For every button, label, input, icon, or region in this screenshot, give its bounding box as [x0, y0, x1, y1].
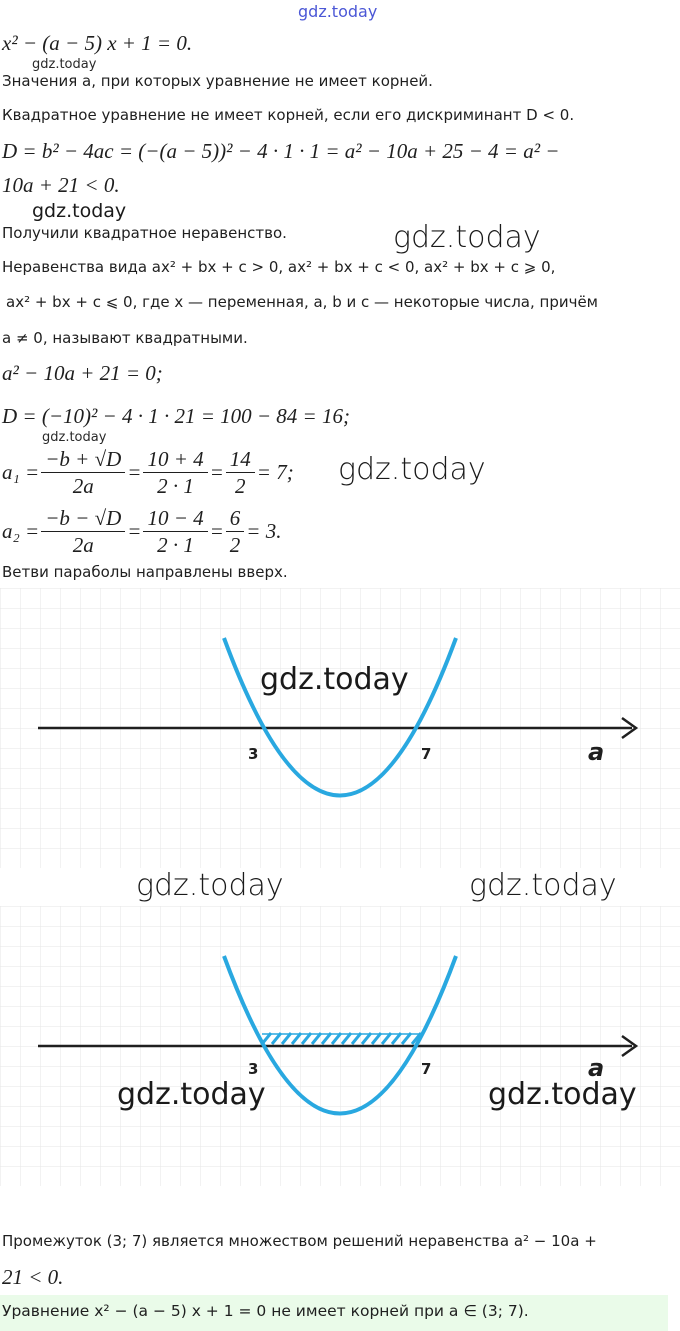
- values-line: Значения a, при которых уравнение не имеет корней.: [2, 72, 433, 90]
- watermark: gdz.today: [32, 200, 127, 222]
- definition-line-2: ax² + bx + c ⩽ 0, где x — переменная, a, b и c — некоторые числа, причём: [6, 293, 599, 311]
- watermark: gdz.today: [469, 868, 617, 903]
- interval-line-1: Промежуток (3; 7) является множеством решений неравенства a² − 10a +: [2, 1232, 597, 1250]
- root-label-3: 3: [248, 1060, 259, 1078]
- watermark: gdz.today: [488, 1077, 637, 1112]
- axis-label-a: a: [588, 738, 605, 766]
- watermark: gdz.today: [260, 662, 409, 697]
- got-inequality-line: Получили квадратное неравенство.: [2, 224, 287, 242]
- d-calculation: D = (−10)² − 4 · 1 · 21 = 100 − 84 = 16;: [2, 404, 350, 428]
- root-1-formula: a₁ = $\frac{-b + √D}{2a}$ = $\frac{10 + 4}{2 \cdot 1}$ = $\frac{14}{2}$ = 7;: [2, 447, 294, 498]
- root-label-3: 3: [248, 745, 259, 763]
- parabola-graph-2: [0, 906, 680, 1186]
- watermark: gdz.today: [393, 220, 541, 255]
- watermark: gdz.today: [136, 868, 284, 903]
- definition-line-1: Неравенства вида ax² + bx + c > 0, ax² + bx + c < 0, ax² + bx + c ⩾ 0,: [2, 258, 556, 276]
- discriminant-equation-1: D = b² − 4ac = (−(a − 5))² − 4 · 1 · 1 = a² − 10a + 25 − 4 = a² −: [2, 139, 560, 163]
- discriminant-rule: Квадратное уравнение не имеет корней, если его дискриминант D < 0.: [2, 106, 575, 124]
- definition-line-3: a ≠ 0, называют квадратными.: [2, 329, 248, 347]
- watermark: gdz.today: [117, 1077, 266, 1112]
- watermark: gdz.today: [338, 452, 486, 487]
- root-label-7: 7: [421, 1060, 432, 1078]
- parabola-graph-1: [0, 588, 680, 868]
- axis-label-a: a: [588, 1054, 605, 1082]
- root-2-formula: a₂ = $\frac{-b - √D}{2a}$ = $\frac{10 - 4}{2 \cdot 1}$ = $\frac{6}{2}$ = 3.: [2, 506, 282, 557]
- quadratic-equation: a² − 10a + 21 = 0;: [2, 361, 163, 385]
- interval-line-2: 21 < 0.: [2, 1265, 64, 1289]
- answer-line: Уравнение x² − (a − 5) x + 1 = 0 не имеет корней при a ∈ (3; 7).: [2, 1302, 529, 1320]
- answer-box: [0, 1295, 668, 1331]
- watermark-top: gdz.today: [298, 2, 378, 21]
- main-equation: x² − (a − 5) x + 1 = 0.: [2, 31, 193, 55]
- watermark: gdz.today: [42, 430, 107, 445]
- watermark: gdz.today: [32, 57, 97, 72]
- branches-line: Ветви параболы направлены вверх.: [2, 563, 288, 581]
- discriminant-equation-2: 10a + 21 < 0.: [2, 173, 120, 197]
- root-label-7: 7: [421, 745, 432, 763]
